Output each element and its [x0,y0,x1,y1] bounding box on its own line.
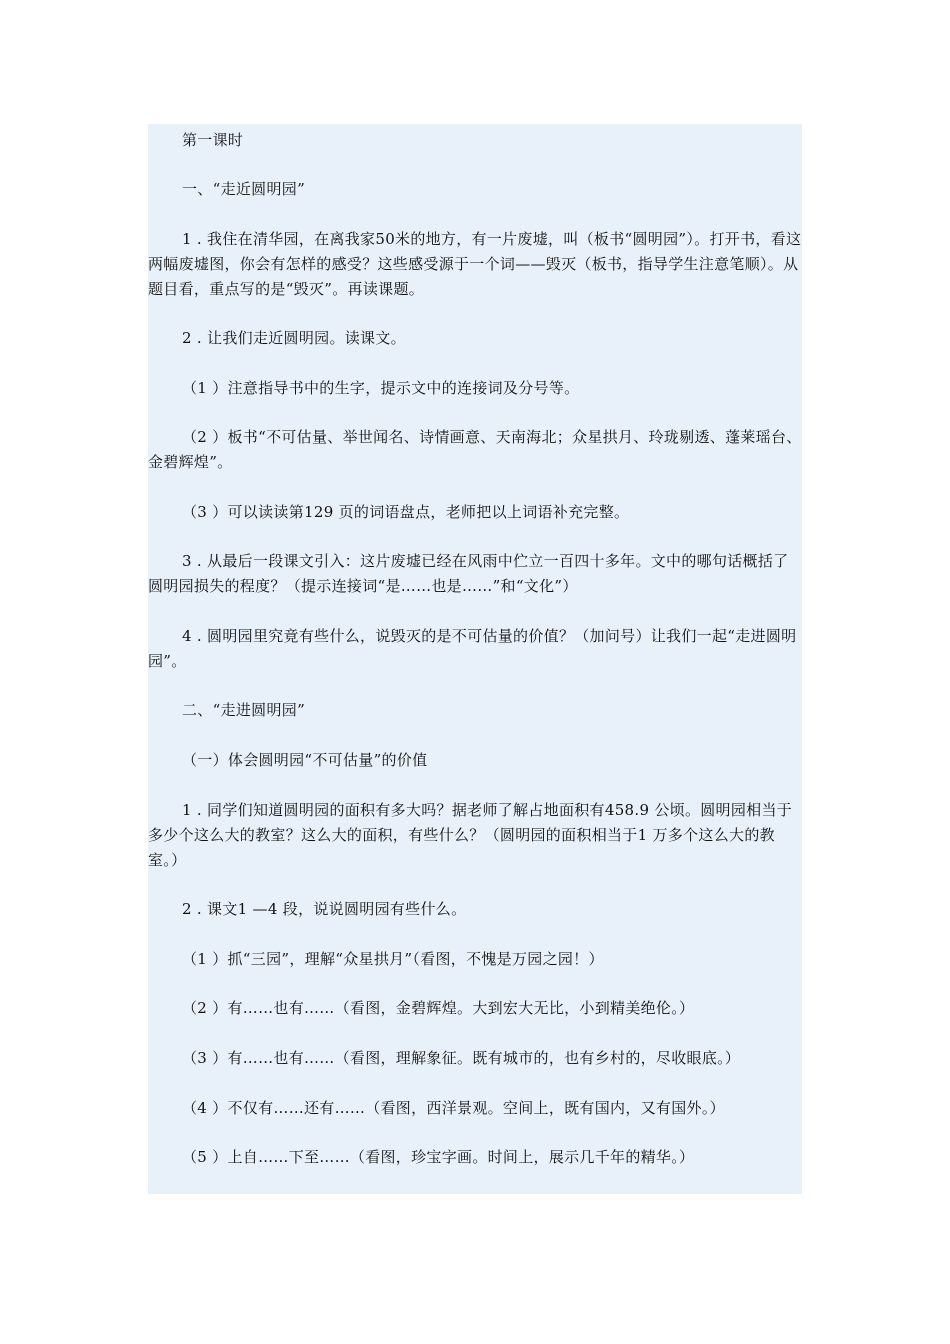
section-heading-2: 二、“走进圆明园” [182,701,306,719]
paragraph-6-5: （5 ）上自……下至……（看图，珍宝字画。时间上，展示几千年的精华。） [182,1148,695,1166]
paragraph-3: 3 . 从最后一段课文引入：这片废墟已经在风雨中伫立一百四十多年。文中的哪句话概括了圆明园损失的程度？（提示连接词“是……也是……”和“文化”） [148,552,789,595]
paragraph-6-1: （1 ）抓“三园”，理解“众星拱月”（看图，不愧是万园之园！） [182,950,604,968]
paragraph-6-4: （4 ）不仅有……还有……（看图，西洋景观。空间上，既有国内，又有国外。） [182,1099,725,1117]
paragraph-1: 1 . 我住在清华园，在离我家50米的地方，有一片废墟，叫（板书“圆明园”）。打开书，看这两幅废墟图，你会有怎样的感受？这些感受源于一个词——毁灭（板书，指导学生注意笔顺）。从题目看，重点写的是“毁灭”。再读课题。 [148,230,802,298]
paragraph-6-3: （3 ）有……也有……（看图，理解象征。既有城市的，也有乡村的，尽收眼底。） [182,1049,741,1067]
paragraph-6-2: （2 ）有……也有……（看图，金碧辉煌。大到宏大无比，小到精美绝伦。） [182,999,695,1017]
paragraph-2: 2 . 让我们走近圆明园。读课文。 [182,329,406,347]
paragraph-5: 1 . 同学们知道圆明园的面积有多大吗？据老师了解占地面积有458.9 公顷。圆明园相当于多少个这么大的教室？这么大的面积，有些什么？（圆明园的面积相当于1 万多个这么大的教室。） [148,801,793,869]
paragraph-4: 4 . 圆明园里究竟有些什么，说毁灭的是不可估量的价值？（加问号）让我们一起“走进圆明园”。 [148,627,797,670]
paragraph-2-1: （1 ）注意指导书中的生字，提示文中的连接词及分号等。 [182,379,580,397]
paragraph-2-2: （2 ）板书“不可估量、举世闻名、诗情画意、天南海北；众星拱月、玲珑剔透、蓬莱瑶台、金碧辉煌”。 [148,428,802,471]
document-page [148,124,802,1194]
paragraph-6: 2 . 课文1 —4 段，说说圆明园有些什么。 [182,900,467,918]
paragraph-2-3: （3 ）可以读读第129 页的词语盘点，老师把以上词语补充完整。 [182,503,630,521]
lesson-heading: 第一课时 [182,131,244,149]
section-heading-1: 一、“走近圆明园” [182,180,306,198]
subsection-heading-1: （一）体会圆明园“不可估量”的价值 [182,751,428,769]
